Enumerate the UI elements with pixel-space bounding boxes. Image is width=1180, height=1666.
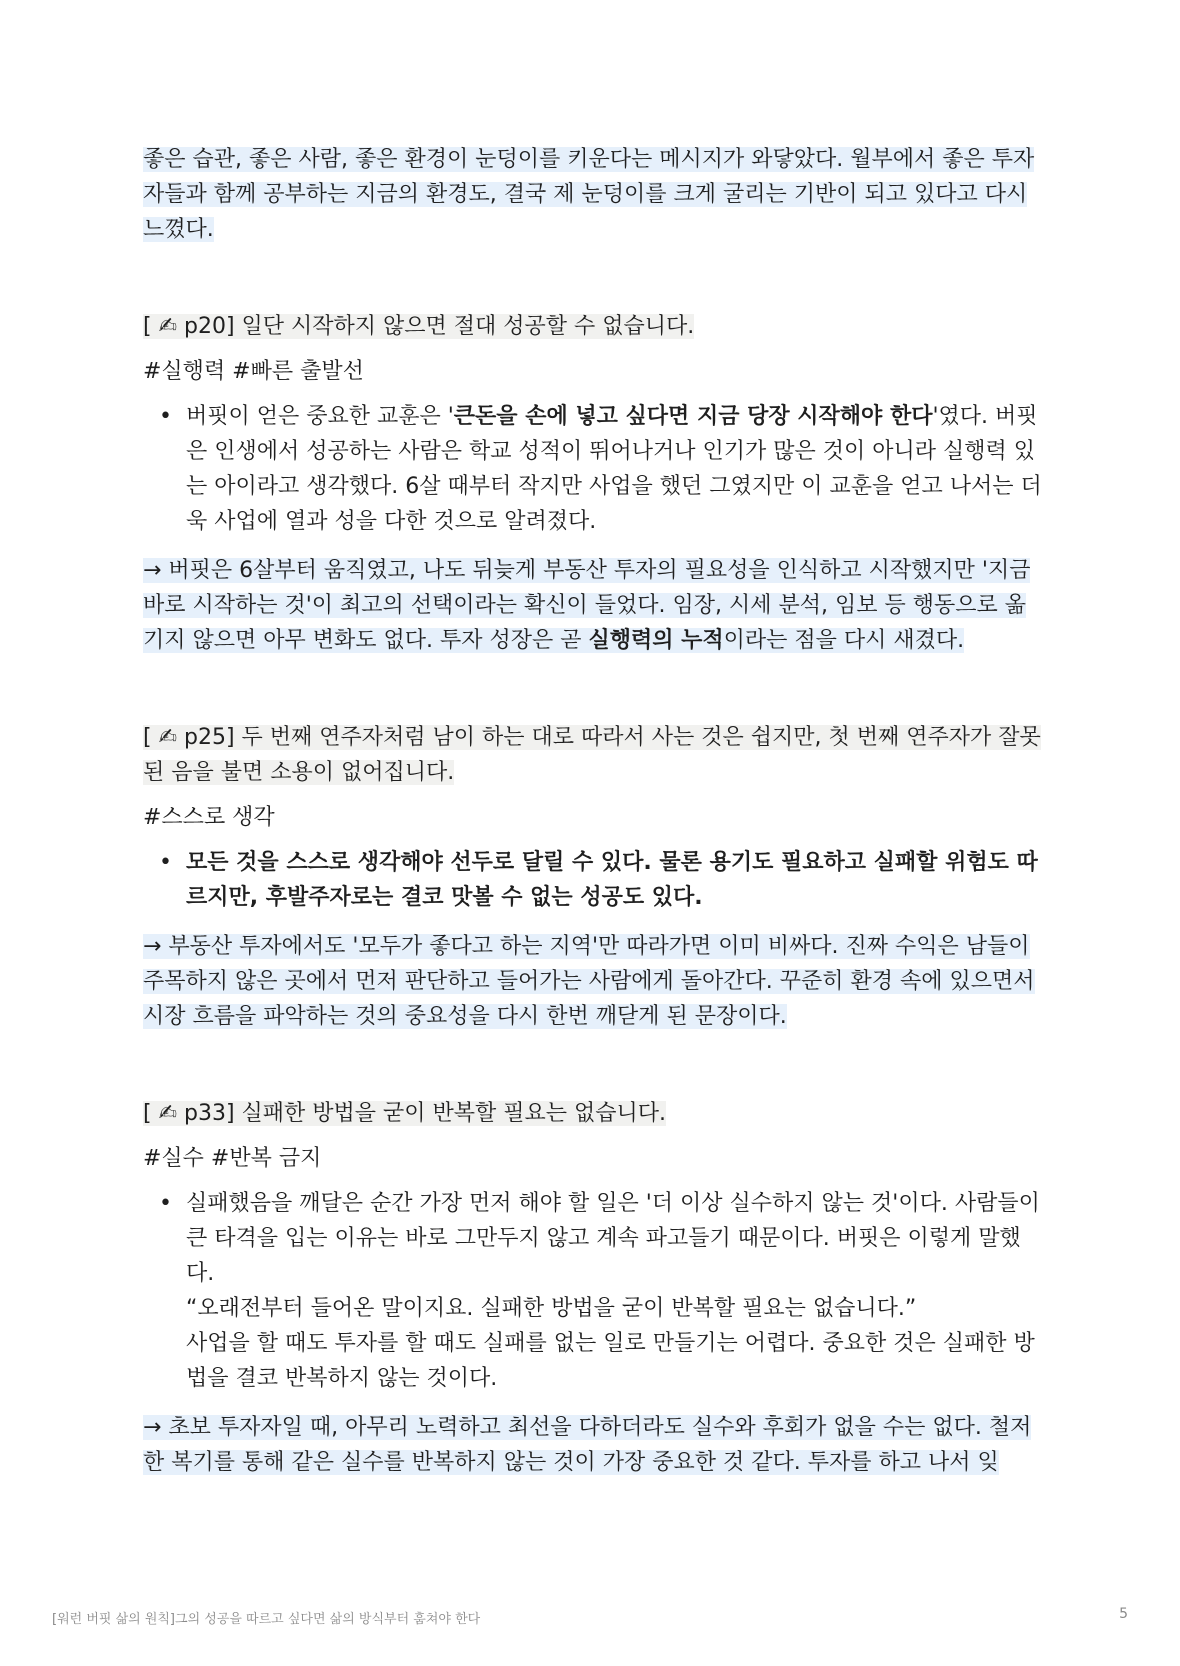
page-content — [143, 142, 1043, 1480]
reflection-paragraph — [143, 553, 1043, 658]
hashtags: #스스로 생각 — [143, 805, 275, 830]
reflection-bold-text: 실행력의 누적 — [588, 628, 724, 653]
list-item — [159, 845, 1043, 915]
bullet-dot: • — [159, 1191, 172, 1216]
reflection-paragraph — [143, 1410, 1043, 1480]
bullet-list — [143, 845, 1043, 915]
quote-p20 — [143, 309, 1043, 344]
bullet-text: '였다. 버핏은 인생에서 성공하는 사람은 학교 성적이 뛰어나거나 인기가 많은 것이 아니라 실행력 있는 아이라고 생각했다. 6살 때부터 작지만 사업을 했던 그였지만 이 교훈을 얻고 나서는 더욱 사업에 열과 성을 다한 것으로 알려졌다. — [186, 404, 1042, 534]
quote-text: [ ✍ p33] 실패한 방법을 굳이 반복할 필요는 없습니다. — [143, 1101, 667, 1126]
reflection-text — [143, 558, 1030, 653]
reflection-text: → 부동산 투자에서도 '모두가 좋다고 하는 지역'만 따라가면 이미 비싸다. 진짜 수익은 남들이 주목하지 않은 곳에서 먼저 판단하고 들어가는 사람에게 돌아간다. 꾸준히 환경 속에 있으면서 시장 흐름을 파악하는 것의 중요성을 다시 한번 깨닫게 된 문장이다. — [143, 934, 1035, 1029]
bullet-text: 버핏이 얻은 중요한 교훈은 ' — [186, 404, 454, 429]
intro-text: 좋은 습관, 좋은 사람, 좋은 환경이 눈덩이를 키운다는 메시지가 와닿았다. 월부에서 좋은 투자자들과 함께 공부하는 지금의 환경도, 결국 제 눈덩이를 크게 굴리는 기반이 되고 있다고 다시 느꼈다. — [143, 147, 1035, 242]
bullet-text: 사업을 할 때도 투자를 할 때도 실패를 없는 일로 만들기는 어렵다. 중요한 것은 실패한 방법을 결코 반복하지 않는 것이다. — [186, 1331, 1035, 1391]
bullet-dot: • — [159, 404, 172, 429]
bullet-dot: • — [159, 850, 172, 875]
quote-text: [ ✍ p25] 두 번째 연주자처럼 남이 하는 대로 따라서 사는 것은 쉽지만, 첫 번째 연주자가 잘못된 음을 불면 소용이 없어집니다. — [143, 725, 1041, 785]
bullet-list — [143, 399, 1043, 539]
footer-document-title: [워런 버핏 삶의 원칙]그의 성공을 따르고 싶다면 삶의 방식부터 훔쳐야 한다 — [52, 1612, 481, 1627]
intro-paragraph — [143, 142, 1043, 247]
quote-p25 — [143, 720, 1043, 790]
reflection-text: → 초보 투자자일 때, 아무리 노력하고 최선을 다하더라도 실수와 후회가 없을 수는 없다. 철저한 복기를 통해 같은 실수를 반복하지 않는 것이 가장 중요한 것 같다. 투자를 하고 나서 잊 — [143, 1415, 1032, 1475]
list-item — [159, 399, 1043, 539]
reflection-text-pre: → 버핏은 6살부터 움직였고, 나도 뒤늦게 부동산 투자의 필요성을 인식하고 시작했지만 '지금 바로 시작하는 것'이 최고의 선택이라는 확신이 들었다. 임장, 시세 분석, 임보 등 행동으로 옮기지 않으면 아무 변화도 없다. 투자 성장은 곧 — [143, 558, 1031, 653]
bullet-bold-text: 큰돈을 손에 넣고 싶다면 지금 당장 시작해야 한다 — [453, 404, 933, 429]
bullet-list — [143, 1186, 1043, 1396]
quote-text: [ ✍ p20] 일단 시작하지 않으면 절대 성공할 수 없습니다. — [143, 314, 695, 339]
list-item — [159, 1186, 1043, 1396]
bullet-bold-text: 모든 것을 스스로 생각해야 선두로 달릴 수 있다. 물론 용기도 필요하고 실패할 위험도 따르지만, 후발주자로는 결코 맛볼 수 없는 성공도 있다. — [186, 850, 1038, 910]
hashtags: #실행력 #빠른 출발선 — [143, 359, 364, 384]
quote-p33 — [143, 1096, 1043, 1131]
hashtags: #실수 #반복 금지 — [143, 1146, 322, 1171]
reflection-text-post: 이라는 점을 다시 새겼다. — [723, 628, 965, 653]
reflection-paragraph — [143, 929, 1043, 1034]
bullet-text: 실패했음을 깨달은 순간 가장 먼저 해야 할 일은 '더 이상 실수하지 않는 것'이다. 사람들이 큰 타격을 입는 이유는 바로 그만두지 않고 계속 파고들기 때문이다. 버핏은 이렇게 말했다. — [186, 1191, 1040, 1286]
page-number: 5 — [1119, 1606, 1128, 1622]
bullet-quote-text: “오래전부터 들어온 말이지요. 실패한 방법을 굳이 반복할 필요는 없습니다.” — [186, 1296, 917, 1321]
